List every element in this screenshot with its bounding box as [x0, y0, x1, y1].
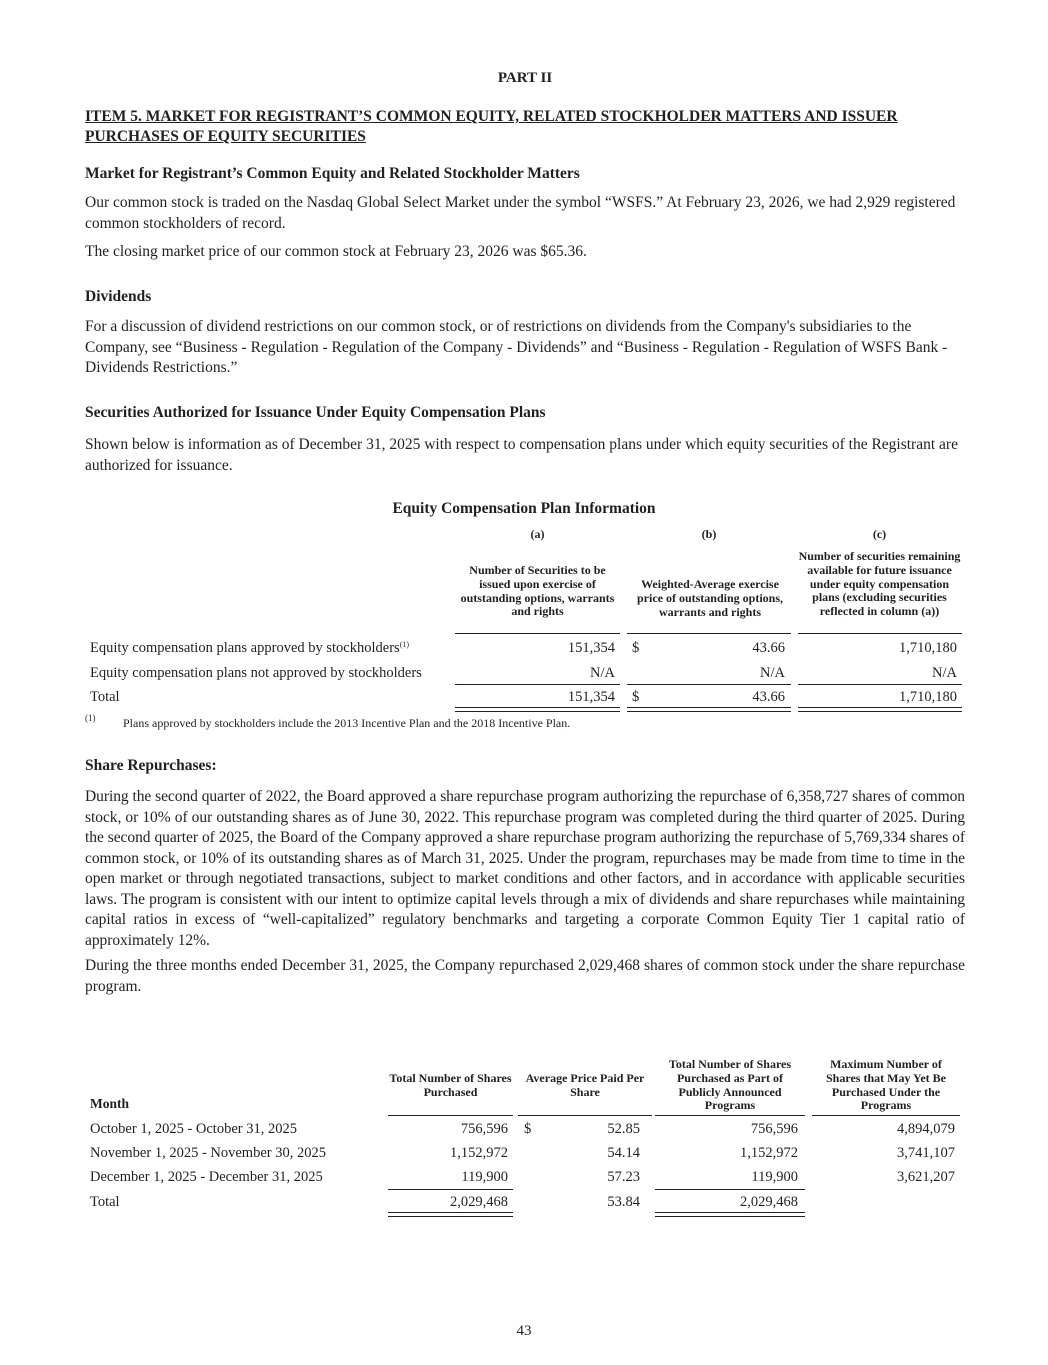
market-paragraph-1: Our common stock is traded on the Nasdaq Global Select Market under the symbol “WSFS.” At February 23, 2026, we had 2,929 registered common stockholders of record.	[85, 194, 956, 232]
dividends-heading: Dividends	[85, 288, 152, 305]
equity-row-label: Equity compensation plans approved by stockholders$^{(1)}$	[90, 640, 410, 656]
page-number: 43	[516, 1323, 532, 1339]
equity-col-a-letter: (a)	[530, 527, 545, 541]
repurchase-row-public: 2,029,468	[740, 1194, 798, 1210]
repurchase-row-total: 2,029,468	[450, 1194, 508, 1210]
repurchase-row-avg: 57.23	[607, 1169, 640, 1185]
repurchase-row-public: 119,900	[751, 1169, 798, 1185]
equity-row-a: 151,354	[567, 689, 615, 705]
equity-row-label: Equity compensation plans not approved by stockholders	[90, 665, 422, 681]
repurchase-total-rule-total	[388, 1189, 513, 1190]
repurchase-row-dollar: $	[524, 1121, 532, 1137]
market-paragraph-2: The closing market price of our common stock at February 23, 2026 was $65.36.	[85, 243, 587, 260]
equity-col-c-letter: (c)	[872, 527, 887, 541]
equity-row-b: 43.66	[752, 640, 785, 656]
equity-row-label: Total	[90, 689, 120, 705]
equity-row-dollar: $	[632, 689, 640, 705]
repurchase-max-header: Maximum Number of Shares that May Yet Be Purchased Under the Programs	[826, 1057, 946, 1113]
repurchase-total-header: Total Number of Shares Purchased	[389, 1071, 512, 1099]
repurchase-row-max: 4,894,079	[897, 1121, 955, 1137]
repurchase-row-public: 1,152,972	[740, 1145, 798, 1161]
equity-row-b: N/A	[760, 665, 785, 681]
item-title: ITEM 5. MARKET FOR REGISTRANT’S COMMON EQUITY, RELATED STOCKHOLDER MATTERS AND ISSUER PURCHASES OF EQUITY SECURITIES	[85, 108, 898, 145]
repurchase-row-total: 119,900	[461, 1169, 508, 1185]
repurchase-double-rule-public	[655, 1212, 805, 1217]
repurchase-row-month: November 1, 2025 - November 30, 2025	[90, 1145, 326, 1161]
equity-row-a: 151,354	[567, 640, 615, 656]
footnote-text: Plans approved by stockholders include the 2013 Incentive Plan and the 2018 Incentive Plan.	[123, 716, 571, 730]
repurchase-row-max: 3,741,107	[897, 1145, 955, 1161]
equity-header-rule-a	[455, 633, 620, 634]
repurchase-row-month: Total	[90, 1194, 120, 1210]
equity-double-rule-c	[798, 707, 962, 712]
repurchase-header-rule-avg	[518, 1115, 652, 1116]
footnote-mark: (1)	[85, 713, 96, 723]
repurchase-header-rule-total	[388, 1115, 513, 1116]
repurchases-paragraph-1: During the second quarter of 2022, the Board approved a share repurchase program authorizing the repurchase of 6,358,727 shares of common stock, or 10% of our outstanding shares as of June 30, 2022. This repurchase program was completed during the third quarter of 2025. During the second quarter of 2025, the Board of the Company approved a share repurchase program authorizing the repurchase of 5,769,334 shares of common stock, or 10% of its outstanding shares as of March 31, 2025. Under the program, repurchases may be made from time to time in the open market or through negotiated transactions, subject to market conditions and other factors, and in accordance with applicable securities laws. The program is consistent with our intent to optimize capital levels through a mix of dividends and share repurchases while maintaining capital ratios in excess of “well-capitalized” regulatory benchmarks and targeting a corporate Common Equity Tier 1 capital ratio of approximately 12%.	[85, 788, 965, 949]
repurchase-row-total: 1,152,972	[450, 1145, 508, 1161]
equity-total-rule-c	[798, 684, 962, 685]
repurchase-row-avg: 54.14	[607, 1145, 640, 1161]
repurchase-row-avg: 53.84	[607, 1194, 640, 1210]
repurchase-row-total: 756,596	[460, 1121, 508, 1137]
equity-table-title: Equity Compensation Plan Information	[392, 500, 656, 517]
equity-col-b-header: Weighted-Average exercise price of outstanding options, warrants and rights	[636, 577, 784, 619]
equity-header-rule-c	[798, 633, 962, 634]
equity-total-rule-a	[455, 684, 620, 685]
repurchase-header-rule-public	[655, 1115, 805, 1116]
part-heading: PART II	[497, 70, 553, 86]
equity-double-rule-b	[627, 707, 791, 712]
equity-row-dollar: $	[632, 640, 640, 656]
dividends-paragraph: For a discussion of dividend restrictions on our common stock, or of restrictions on dividends from the Company's subsidiaries to the Company, see “Business - Regulation - Regulation of the Company - Dividends” and “Business - Regulation - Regulation of WSFS Bank - Dividends Restrictions.”	[85, 318, 948, 376]
market-heading: Market for Registrant’s Common Equity and Related Stockholder Matters	[85, 165, 580, 182]
equity-col-a-header: Number of Securities to be issued upon exercise of outstanding options, warrants and rights	[460, 563, 615, 619]
equity-row-c: N/A	[932, 665, 957, 681]
repurchase-row-public: 756,596	[750, 1121, 798, 1137]
repurchases-paragraph-2: During the three months ended December 31, 2025, the Company repurchased 2,029,468 shares of common stock under the share repurchase program.	[85, 957, 965, 995]
securities-paragraph: Shown below is information as of December 31, 2025 with respect to compensation plans under which equity securities of the Registrant are authorized for issuance.	[85, 436, 958, 474]
repurchase-row-max: 3,621,207	[897, 1169, 955, 1185]
equity-col-b-letter: (b)	[701, 527, 717, 541]
repurchase-row-avg: 52.85	[607, 1121, 640, 1137]
equity-row-c: 1,710,180	[899, 689, 957, 705]
equity-double-rule-a	[455, 707, 620, 712]
repurchase-public-header: Total Number of Shares Purchased as Part of Publicly Announced Programs	[668, 1057, 792, 1113]
equity-row-c: 1,710,180	[899, 640, 957, 656]
repurchase-avg-header: Average Price Paid Per Share	[525, 1071, 645, 1099]
equity-row-b: 43.66	[752, 689, 785, 705]
equity-row-a: N/A	[590, 665, 615, 681]
repurchase-row-month: December 1, 2025 - December 31, 2025	[90, 1169, 323, 1185]
securities-heading: Securities Authorized for Issuance Under Equity Compensation Plans	[85, 404, 546, 421]
repurchase-month-header: Month	[90, 1096, 130, 1111]
repurchase-header-rule-max	[812, 1115, 960, 1116]
repurchase-row-month: October 1, 2025 - October 31, 2025	[90, 1121, 297, 1137]
equity-total-rule-b	[627, 684, 791, 685]
repurchases-heading: Share Repurchases:	[85, 757, 217, 774]
repurchase-double-rule-total	[388, 1212, 513, 1217]
equity-header-rule-b	[627, 633, 791, 634]
equity-col-c-header: Number of securities remaining available for future issuance under equity compensation plans (excluding securities reflected in column (a))	[798, 549, 961, 619]
repurchase-total-rule-public	[655, 1189, 805, 1190]
